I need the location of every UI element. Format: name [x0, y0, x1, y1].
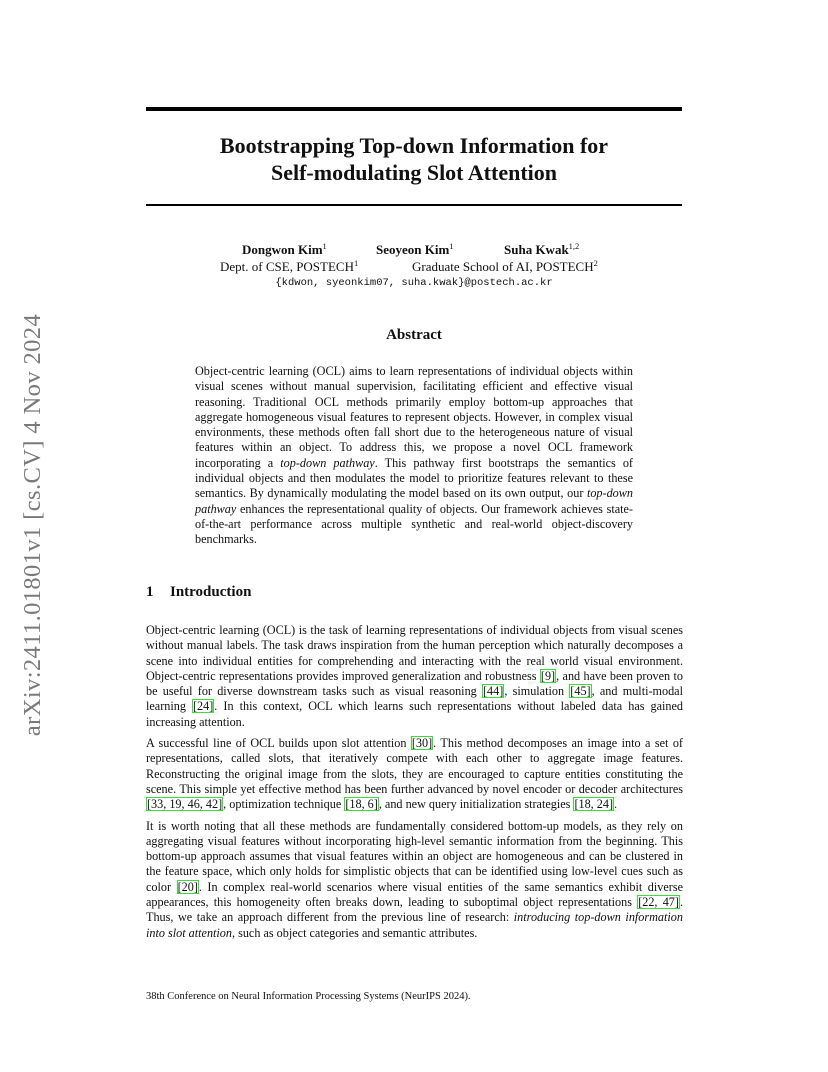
citation-link[interactable]: [30] — [411, 736, 433, 751]
citation-link[interactable]: [24] — [192, 699, 214, 714]
author-emails[interactable]: {kdwon, syeonkim07, suha.kwak}@postech.ac.kr — [275, 277, 553, 289]
citation-link[interactable]: [22, 47] — [638, 895, 679, 910]
abstract-heading: Abstract — [386, 327, 442, 343]
author-dongwon-kim: Dongwon Kim$^1$ — [242, 241, 327, 257]
citation-link[interactable]: [33, 19, 46, 42] — [147, 797, 223, 812]
author-affiliations — [146, 259, 682, 276]
paper-title-line-2: Self-modulating Slot Attention — [270, 160, 558, 185]
citation-link[interactable]: [45] — [570, 684, 591, 699]
author-suha-kwak: Suha Kwak$^{1,2}$ — [504, 241, 580, 257]
section-heading-introduction — [146, 584, 251, 601]
affiliation-gsai: Graduate School of AI, POSTECH$^2$ — [412, 258, 598, 274]
paper-title — [146, 132, 682, 186]
paper-title-line-1: Bootstrapping Top-down Information for — [219, 133, 609, 158]
title-bottom-rule — [146, 204, 682, 206]
abstract-text: Object-centric learning (OCL) aims to learn representations of individual objects within visual scenes without manual supervision, facilitating efficient and effective visual reasoning. Traditional OCL methods primarily employ bottom-up approaches that aggregate homogeneous visual features to represent objects. However, in complex visual environments, these methods often fall short due to the heterogeneous nature of visual features within an object. To address this, we propose a novel OCL framework incorporating a top-down pathway. This pathway first bootstraps the semantics of individual objects and then modulates the model to prioritize features relevant to these semantics. By dynamically modulating the model based on its own output, our top-down pathway enhances the representational quality of objects. Our framework achieves state-of-the-art performance across multiple synthetic and real-world object-discovery benchmarks. — [195, 364, 633, 547]
citation-link[interactable]: [20] — [177, 879, 198, 894]
author-names — [146, 242, 682, 259]
paragraph-2: A successful line of OCL builds upon slot attention [30]. This method decomposes an image into a set of representations, called slots, that iteratively compete with each other to aggregate image features. Reconstructing the original image from the slots, they are encouraged to capture entities constituting the scene. This simple yet effective method has been further advanced by novel encoder or decoder architectures [33, 19, 46, 42], optimization technique [18, 6], and new query initialization strategies [18, 24]. — [146, 736, 683, 812]
arxiv-identifier-sidebar — [10, 290, 56, 760]
section-title: Introduction — [170, 584, 252, 600]
author-block — [146, 241, 682, 289]
paragraph-3: It is worth noting that all these methods are fundamentally considered bottom-up models, as they rely on aggregating visual features without incorporating high-level semantic information from the beginning. This bottom-up approach assumes that visual features within an object are homogeneous and can be clustered in the feature space, which only holds for simplistic objects that can be identified using low-level cues such as color [20]. In complex real-world scenarios where visual entities of the same semantics exhibit diverse appearances, this homogeneity often breaks down, leading to suboptimal object representations [22, 47]. Thus, we take an approach different from the previous line of research: introducing top-down information into slot attention, such as object categories and semantic attributes. — [146, 818, 683, 940]
conference-footer: 38th Conference on Neural Information Processing Systems (NeurIPS 2024). — [146, 991, 471, 1002]
affiliation-cse: Dept. of CSE, POSTECH$^1$ — [220, 258, 359, 274]
paragraph-1: Object-centric learning (OCL) is the task of learning representations of individual objects from visual scenes without manual labels. The task draws inspiration from the human perception which naturally decomposes a scene into individual entities for comprehending and interacting with the real world visual environment. Object-centric representations provides improved generalization and robustness [9], and have been proven to be useful for diverse downstream tasks such as visual reasoning [44], simulation [45], and multi-modal learning [24]. In this context, OCL which learns such representations without labeled data has gained increasing attention. — [146, 623, 684, 729]
introduction-body — [146, 623, 683, 947]
citation-link[interactable]: [18, 24] — [574, 797, 614, 812]
citation-link[interactable]: [9] — [540, 668, 556, 683]
citation-link[interactable]: [18, 6] — [345, 797, 378, 812]
arxiv-identifier-text: arXiv:2411.01801v1 [cs.CV] 4 Nov 2024 — [19, 313, 46, 737]
author-seoyeon-kim: Seoyeon Kim$^1$ — [376, 241, 454, 257]
section-number: 1 — [146, 584, 154, 600]
citation-link[interactable]: [44] — [483, 684, 504, 699]
title-top-rule — [146, 107, 682, 111]
